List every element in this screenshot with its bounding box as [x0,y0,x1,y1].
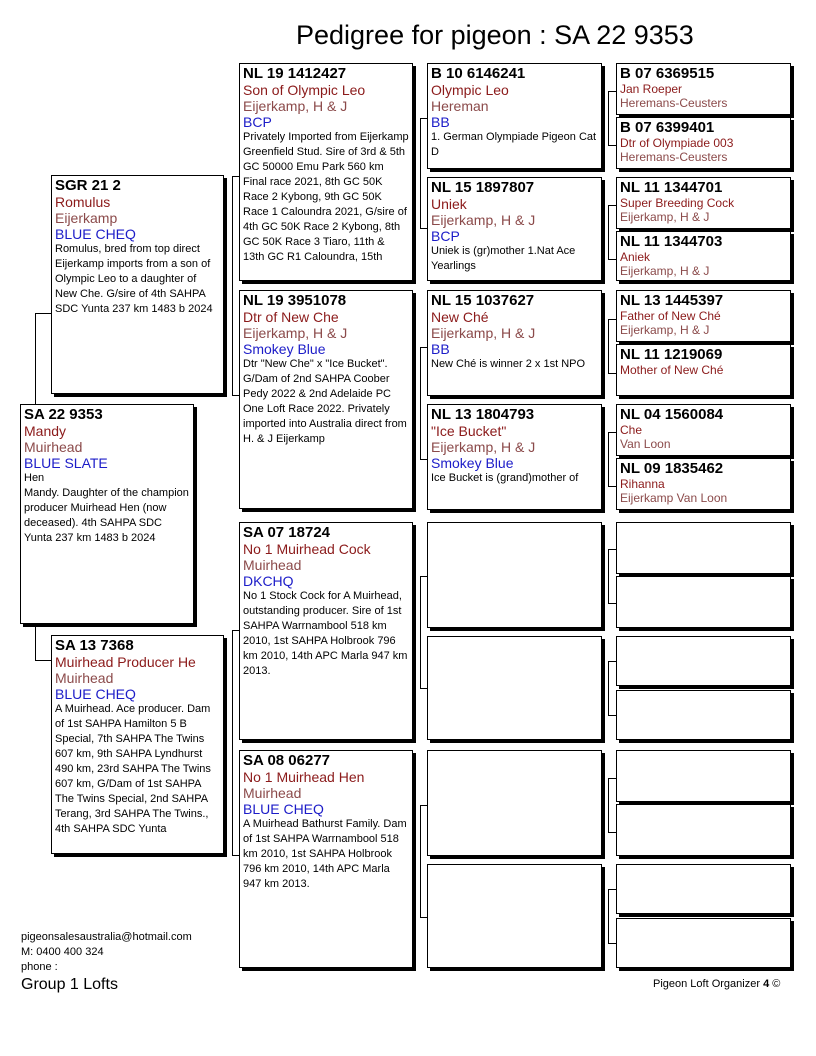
connector-line [608,832,616,833]
pigeon-name: Jan Roeper [620,82,683,96]
gen5-card-empty[interactable] [616,690,791,740]
gen5-card[interactable] [616,63,791,115]
gen5-card-empty[interactable] [616,918,791,968]
connector-line [420,347,421,459]
page-title: Pedigree for pigeon : SA 22 9353 [296,20,694,50]
breeder-name: Eijerkamp, H & J [620,323,710,337]
pigeon-notes: Mandy. Daughter of the champion producer Muirhead Hen (now deceased). 4th SAHPA SDC Yunta 237 km 1483 b 2024 [24,487,189,544]
breeder-name: Hereman [431,98,489,114]
breeder-name: Eijerkamp [55,210,118,226]
pigeon-notes: New Ché is winner 2 x 1st NPO [431,358,586,370]
ring-number: NL 13 1445397 [620,292,724,309]
sire-card[interactable] [51,175,224,394]
pigeon-name: Mother of New Ché [620,363,724,377]
ring-number: NL 09 1835462 [620,460,724,477]
ring-number: NL 11 1344703 [620,233,723,250]
ring-number: B 10 6146241 [431,65,526,82]
pigeon-color: BLUE SLATE [24,455,108,471]
great-grandparent-card[interactable] [427,404,602,510]
connector-line [608,661,616,662]
gen5-card-empty[interactable] [616,750,791,802]
pigeon-notes: 1. German Olympiade Pigeon Cat D [431,131,597,158]
pigeon-notes: Romulus, bred from top direct Eijerkamp imports from a son of Olympic Leo to a daughter of New Che. G/sire of 4th SAHPA SDC Yunta 237 km 1483 b 2024 [55,243,213,315]
grandparent-card[interactable] [239,290,413,509]
organization-name: Group 1 Lofts [21,976,118,993]
great-grandparent-card-empty[interactable] [427,522,602,628]
connector-line [232,176,233,395]
footer-credit [653,978,780,990]
gen5-card-empty[interactable] [616,522,791,574]
grandparent-card[interactable] [239,63,413,281]
great-grandparent-card[interactable] [427,177,602,281]
pigeon-name: Aniek [620,250,651,264]
gen5-card[interactable] [616,458,791,510]
grandparent-card[interactable] [239,750,413,968]
contact-mobile: M: 0400 400 324 [21,946,104,958]
ring-number: NL 11 1344701 [620,179,723,196]
pigeon-name: Dtr of Olympiade 003 [620,136,734,150]
connector-line [608,259,616,260]
breeder-name: Eijerkamp, H & J [243,325,348,341]
pigeon-notes: Ice Bucket is (grand)mother of [431,472,579,484]
pigeon-sex: Hen [24,472,45,484]
gen5-card[interactable] [616,177,791,229]
ring-number: NL 11 1219069 [620,346,723,363]
breeder-name: Van Loon [620,437,671,451]
ring-number: NL 04 1560084 [620,406,724,423]
gen5-card-empty[interactable] [616,576,791,628]
ring-number: SA 07 18724 [243,524,331,541]
ring-number: B 07 6369515 [620,65,715,82]
grandparent-card[interactable] [239,522,413,740]
great-grandparent-card[interactable] [427,290,602,396]
connector-line [420,805,421,917]
connector-line [608,319,616,320]
connector-line [608,778,616,779]
footer-text: Pigeon Loft Organizer [653,978,761,990]
pigeon-notes: Dtr "New Che" x "Ice Bucket". G/Dam of 2nd SAHPA Coober Pedy 2022 & 2nd Adelaide PC One Loft Race 2022. Privately imported into Australia direct from H. & J Eijerkamp [243,358,407,445]
connector-line [608,91,616,92]
breeder-name: Muirhead [243,785,302,801]
connector-line [608,778,609,832]
pigeon-name: Super Breeding Cock [620,196,735,210]
pigeon-color: Smokey Blue [243,341,326,357]
connector-line [608,661,609,715]
gen5-card-empty[interactable] [616,804,791,856]
connector-line [608,91,609,145]
pigeon-name: Father of New Ché [620,309,721,323]
pigeon-notes: Uniek is (gr)mother 1.Nat Ace Yearlings [431,245,576,272]
ring-number: NL 15 1037627 [431,292,535,309]
pigeon-name: Uniek [431,196,467,212]
contact-info [21,930,192,975]
connector-line [608,432,616,433]
connector-line [608,715,616,716]
connector-line [420,118,421,228]
breeder-name: Eijerkamp, H & J [620,264,710,278]
gen5-card[interactable] [616,290,791,342]
ring-number: SGR 21 2 [55,177,121,194]
connector-line [608,603,616,604]
pigeon-color: BLUE CHEQ [55,226,136,242]
pigeon-color: BLUE CHEQ [55,686,136,702]
ring-number: NL 13 1804793 [431,406,535,423]
pigeon-name: New Ché [431,309,489,325]
dam-card[interactable] [51,635,224,854]
ring-number: NL 15 1897807 [431,179,535,196]
breeder-name: Heremans-Ceusters [620,150,728,164]
connector-line [608,549,609,603]
connector-line [608,432,609,486]
ring-number: SA 08 06277 [243,752,331,769]
connector-line [608,205,616,206]
pigeon-color: Smokey Blue [431,455,514,471]
pigeon-name: Mandy [24,423,67,439]
ring-number: NL 19 1412427 [243,65,347,82]
pigeon-name: "Ice Bucket" [431,423,507,439]
connector-line [608,486,616,487]
connector-line [608,145,616,146]
pigeon-color: BCP [431,228,460,244]
connector-line [608,549,616,550]
pigeon-name: Dtr of New Che [243,309,339,325]
pigeon-name: Son of Olympic Leo [243,82,366,98]
gen5-card-empty[interactable] [616,636,791,686]
pigeon-name: Che [620,423,643,437]
connector-line [608,373,616,374]
pigeon-name: No 1 Muirhead Cock [243,541,371,557]
pigeon-notes: No 1 Stock Cock for A Muirhead, outstanding producer. Sire of 1st SAHPA Warrnambool 518 km 2010, 1st SAHPA Holbrook 796 km 2010, 14th APC Marla 947 km 2013. [243,590,408,677]
connector-line [608,205,609,259]
connector-line [35,623,36,660]
pigeon-notes: A Muirhead Bathurst Family. Dam of 1st SAHPA Warrnambool 518 km 2010, 1st SAHPA Holbrook 796 km 2010, 14th APC Marla 947 km 2013. [243,818,407,890]
copyright-symbol: © [772,978,781,990]
pigeon-name: Olympic Leo [431,82,509,98]
connector-line [608,889,609,943]
breeder-name: Muirhead [243,557,302,573]
breeder-name: Eijerkamp Van Loon [620,491,728,505]
pigeon-name: No 1 Muirhead Hen [243,769,365,785]
ring-number: B 07 6399401 [620,119,715,136]
connector-line [232,630,233,855]
connector-line [420,576,421,688]
great-grandparent-card-empty[interactable] [427,750,602,856]
breeder-name: Eijerkamp, H & J [431,212,536,228]
great-grandparent-card[interactable] [427,63,602,169]
ring-number: SA 13 7368 [55,637,134,654]
pigeon-name: Muirhead Producer He [55,654,196,670]
breeder-name: Heremans-Ceusters [620,96,728,110]
footer-version: 4 [763,978,770,990]
ring-number: NL 19 3951078 [243,292,347,309]
breeder-name: Eijerkamp, H & J [620,210,710,224]
breeder-name: Eijerkamp, H & J [243,98,348,114]
pigeon-color: DKCHQ [243,573,294,589]
connector-line [608,943,616,944]
contact-email[interactable]: pigeonsalesaustralia@hotmail.com [21,931,192,943]
pigeon-color: BB [431,114,450,130]
gen5-card[interactable] [616,344,791,396]
gen5-card[interactable] [616,117,791,169]
pigeon-name: Rihanna [620,477,665,491]
gen5-card[interactable] [616,231,791,281]
great-grandparent-card-empty[interactable] [427,636,602,740]
pigeon-notes: A Muirhead. Ace producer. Dam of 1st SAHPA Hamilton 5 B Special, 7th SAHPA The Twins 607 km, 9th SAHPA Lyndhurst 490 km, 23rd SAHPA The Twins 607 km, G/Dam of 1st SAHPA The Twins Special, 2nd SAHPA Terang, 3rd SAHPA The Twins., 4th SAHPA SDC Yunta [55,703,211,835]
connector-line [35,313,36,406]
pigeon-name: Romulus [55,194,111,210]
gen5-card-empty[interactable] [616,864,791,914]
connector-line [608,889,616,890]
gen5-card[interactable] [616,404,791,456]
breeder-name: Eijerkamp, H & J [431,325,536,341]
ring-number: SA 22 9353 [24,406,103,423]
pigeon-color: BLUE CHEQ [243,801,324,817]
subject-pigeon-card[interactable] [20,404,194,624]
pigeon-notes: Privately Imported from Eijerkamp Greenfield Stud. Sire of 3rd & 5th GC 50000 Emu Park 560 km Final race 2021, 8th GC 50K Race 2 Kybong, 9th GC 50K Race 1 Caloundra 2021, G/sire of 4th GC 50K Race 2 Kybong, 8th GC 50K Race 3 Tiaro, 11th & 13th GC R1 Caloundra, 15th [243,131,409,263]
breeder-name: Muirhead [24,439,83,455]
breeder-name: Eijerkamp, H & J [431,439,536,455]
connector-line [608,319,609,373]
great-grandparent-card-empty[interactable] [427,864,602,968]
breeder-name: Muirhead [55,670,114,686]
contact-phone: phone : [21,961,58,973]
pigeon-color: BB [431,341,450,357]
pigeon-color: BCP [243,114,272,130]
